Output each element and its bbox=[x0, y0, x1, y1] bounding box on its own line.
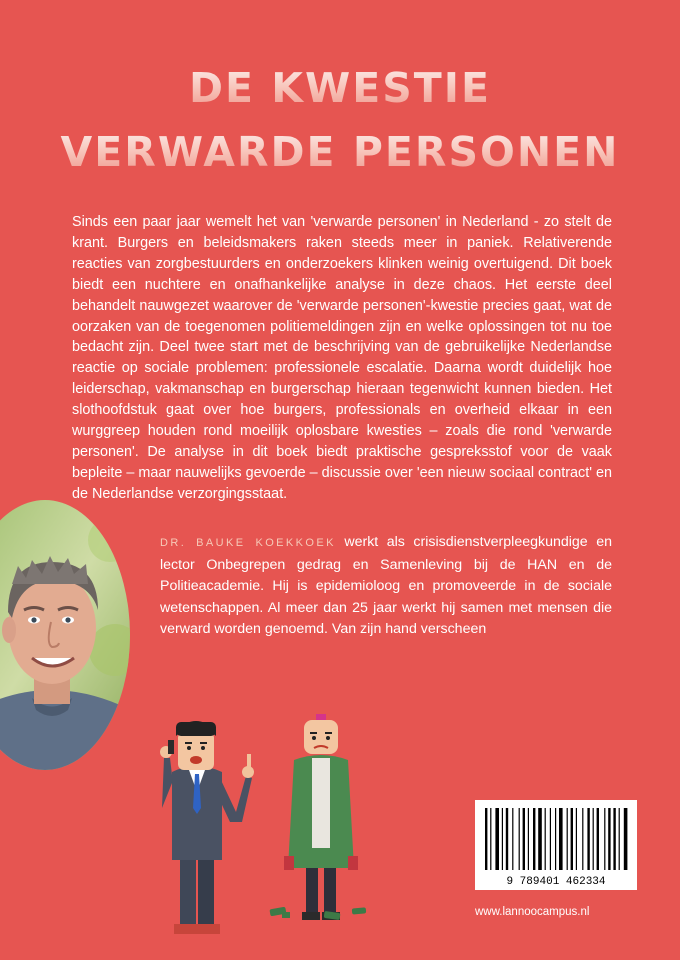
businessman-illustration bbox=[150, 712, 260, 952]
author-bio-text: werkt als crisisdienstverpleegkundige en lector Onbegrepen gedrag en Samenleving bij de HAN en de Politieacademie. Hij is epidemioloog en promoveerde in de sociale wetenschappen. Al meer dan 25 jaar werkt hij samen met mensen die verward worden genoemd. Van zijn hand verscheen bbox=[160, 534, 612, 638]
title-line-1: DE KWESTIE bbox=[0, 68, 680, 109]
title-line-2: VERWARDE PERSONEN bbox=[0, 132, 680, 173]
back-cover-blurb: Sinds een paar jaar wemelt het van 'verwarde personen' in Nederland - zo stelt de krant. Burgers en beleidsmakers raken steeds meer in paniek. Relativerende reacties van zorgbestuurders en onderzoekers klinken weinig overtuigend. Dit boek biedt een nuchtere en onafhankelijke analyse in deze chaos. Het eerste deel behandelt nauwgezet waarover de 'verwarde personen'-kwestie precies gaat, wat de oorzaken van de toegenomen politiemeldingen zijn en welke oplossingen tot nu toe bedacht zijn. Deel twee start met de beschrijving van de gebruikelijke Nederlandse reactie op sociale problemen: professionele escalatie. Daarna wordt duidelijk hoe leiderschap, vakmanschap en burgerschap hieraan tegenwicht kunnen bieden. Het slothoofdstuk gaat over hoe burgers, professionals en overheid elkaar in een wurggreep houden rond moeilijk oplosbare kwesties – zoals die rond 'verwarde personen'. De analyse in dit boek biedt praktische gespreksstof voor de vaak bepleite – maar nauwelijks gevoerde – discussie over 'een nieuw sociaal contract' en de Nederlandse verzorgingsstaat. bbox=[72, 214, 612, 502]
author-bio bbox=[160, 532, 612, 641]
isbn-number: 9 789401 462334 bbox=[506, 876, 606, 888]
barcode bbox=[475, 800, 637, 890]
author-photo bbox=[0, 500, 130, 770]
publisher-url[interactable]: www.lannoocampus.nl bbox=[475, 906, 590, 918]
author-name: DR. BAUKE KOEKKOEK bbox=[160, 537, 336, 549]
bottles-illustration bbox=[262, 898, 382, 928]
